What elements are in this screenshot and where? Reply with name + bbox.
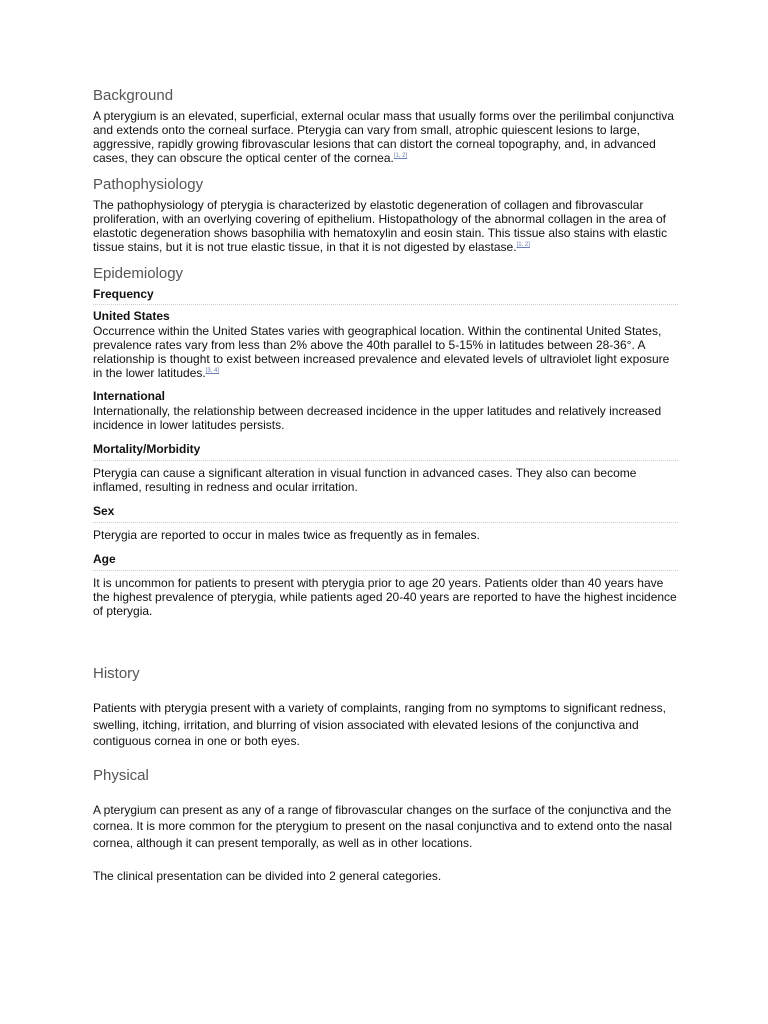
frequency-heading: Frequency bbox=[93, 286, 678, 305]
physical-section bbox=[93, 802, 678, 885]
history-section bbox=[93, 700, 678, 750]
sex-heading: Sex bbox=[93, 503, 678, 523]
physical-paragraph-2: The clinical presentation can be divided into 2 general categories. bbox=[93, 869, 442, 883]
sex-paragraph: Pterygia are reported to occur in males twice as frequently as in females. bbox=[93, 528, 480, 542]
united-states-heading: United States bbox=[93, 309, 170, 323]
united-states-reference-link[interactable]: [3, 4] bbox=[205, 368, 220, 374]
mortality-morbidity-heading: Mortality/Morbidity bbox=[93, 441, 678, 461]
pathophysiology-heading: Pathophysiology bbox=[93, 176, 204, 193]
epidemiology-heading: Epidemiology bbox=[93, 265, 184, 282]
united-states-paragraph: Occurrence within the United States varies with geographical location. Within the continental United States, prevalence rates vary from less than 2% above the 40th parallel to 5-15% in latitudes between 28-36°. A relationship is thought to exist between increased prevalence and elevated levels of ultraviolet light exposure in the lower latitudes.[3, 4] bbox=[93, 324, 670, 380]
age-heading: Age bbox=[93, 551, 678, 571]
background-paragraph: A pterygium is an elevated, superficial, external ocular mass that usually forms over the perilimbal conjunctiva and extends onto the corneal surface. Pterygia can vary from small, atrophic quiescent lesions to large, aggressive, rapidly growing fibrovascular lesions that can distort the corneal topography, and, in advanced cases, they can obscure the optical center of the cornea.[1, 2] bbox=[93, 109, 674, 165]
article-body bbox=[93, 86, 678, 885]
pathophysiology-paragraph: The pathophysiology of pterygia is characterized by elastotic degeneration of collagen and fibrovascular proliferation, with an overlying covering of epithelium. Histopathology of the abnormal collagen in the area of elastotic degeneration shows basophilia with hematoxylin and eosin stain. This tissue also stains with elastic tissue stains, but it is not true elastic tissue, in that it is not digested by elastase.[1, 2] bbox=[93, 198, 668, 254]
age-paragraph: It is uncommon for patients to present with pterygia prior to age 20 years. Patients older than 40 years have the highest prevalence of pterygia, while patients aged 20-40 years are reported to have the highest incidence of pterygia. bbox=[93, 576, 677, 618]
background-heading: Background bbox=[93, 87, 174, 104]
background-reference-link[interactable]: [1, 2] bbox=[393, 153, 408, 159]
international-heading: International bbox=[93, 389, 166, 403]
physical-paragraph-1: A pterygium can present as any of a range of fibrovascular changes on the surface of the conjunctiva and the cornea. It is more common for the pterygium to present on the nasal conjunctiva and to extend onto the nasal cornea, although it can present temporally, as well as in other locations. bbox=[93, 802, 672, 850]
history-paragraph: Patients with pterygia present with a variety of complaints, ranging from no symptoms to significant redness, swelling, itching, irritation, and blurring of vision associated with elevated lesions of the conjunctiva and contiguous cornea in one or both eyes. bbox=[93, 701, 666, 748]
history-heading: History bbox=[93, 665, 140, 682]
pathophysiology-reference-link[interactable]: [1, 2] bbox=[516, 242, 530, 248]
mortality-morbidity-paragraph: Pterygia can cause a significant alteration in visual function in advanced cases. They also can become inflamed, resulting in redness and ocular irritation. bbox=[93, 466, 637, 494]
international-paragraph: Internationally, the relationship between decreased incidence in the upper latitudes and relatively increased incidence in lower latitudes persists. bbox=[93, 404, 662, 432]
physical-heading: Physical bbox=[93, 766, 149, 784]
